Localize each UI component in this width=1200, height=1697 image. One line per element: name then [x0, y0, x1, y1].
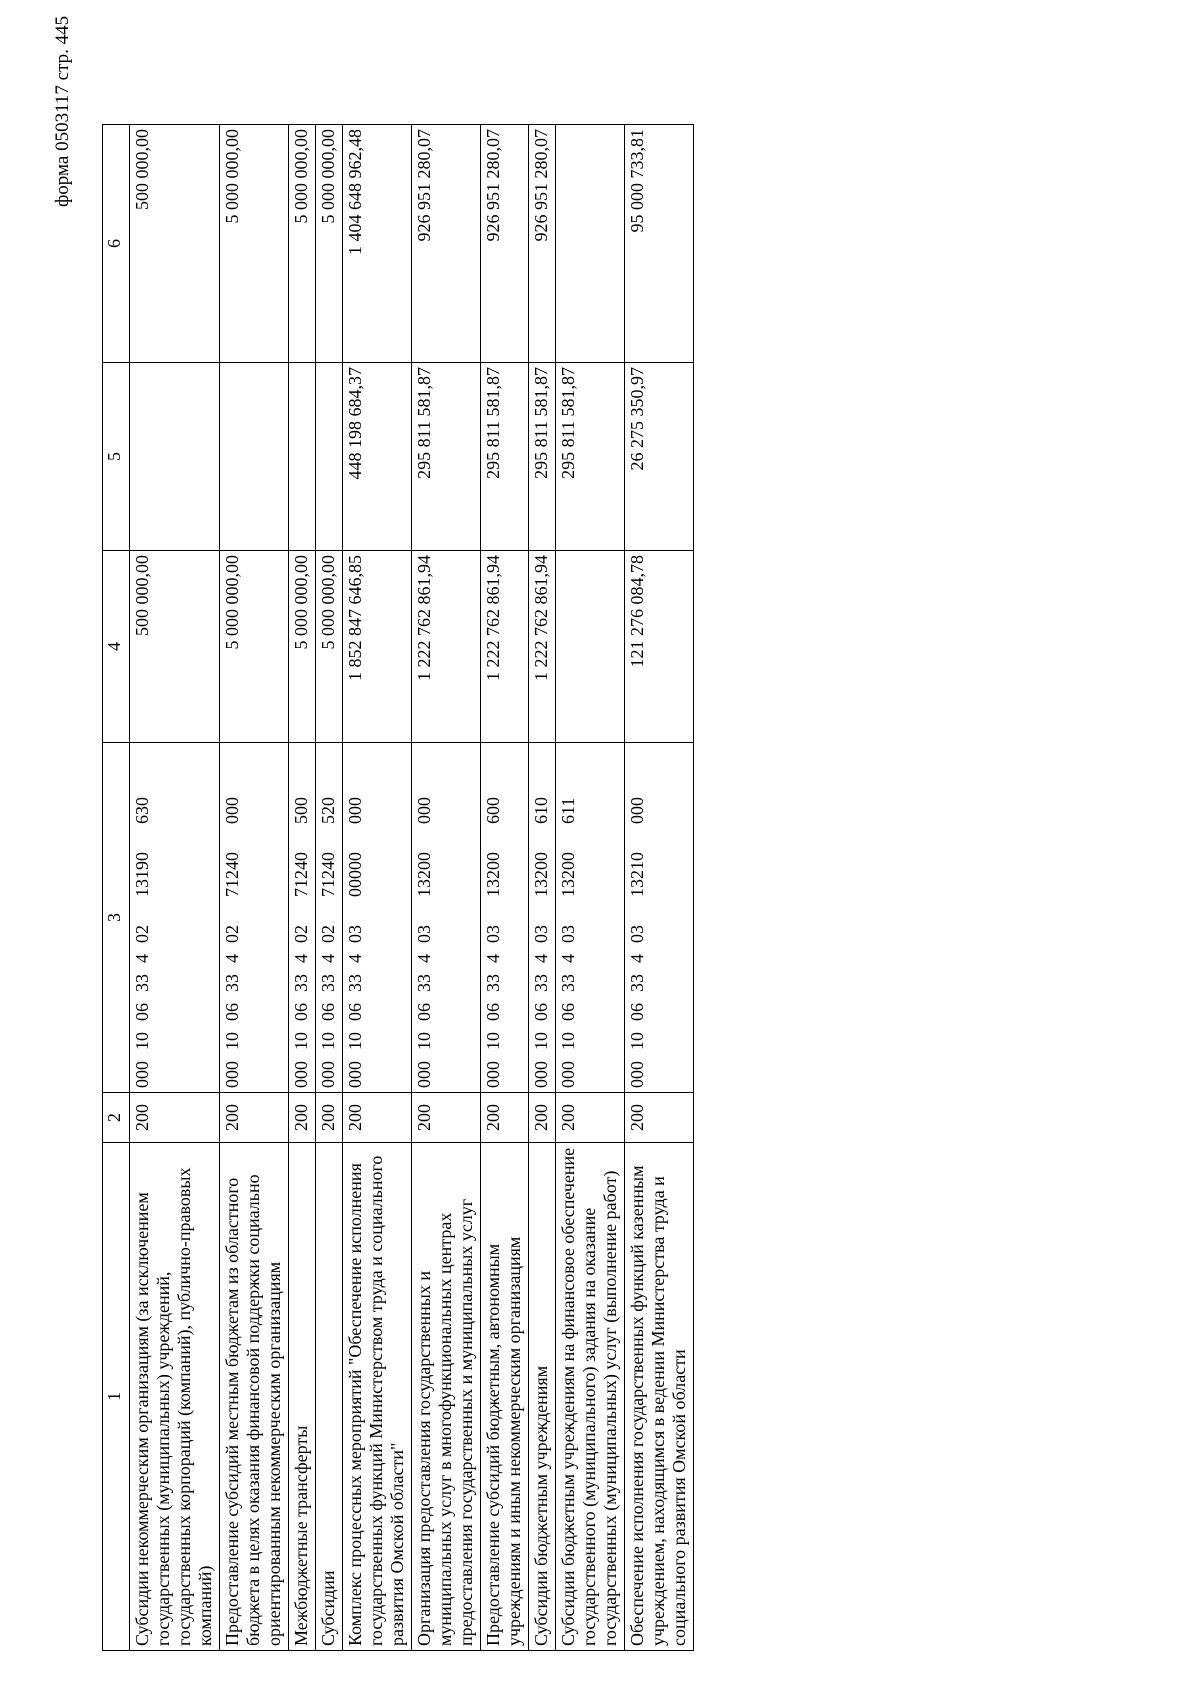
budget-execution-table	[102, 124, 694, 1651]
kbk-segment: 33	[345, 974, 365, 992]
kbk-segment: 4	[414, 954, 434, 963]
row-code-cell: 200	[130, 1093, 220, 1143]
row-name-cell: Субсидии бюджетным учреждениям	[529, 1143, 556, 1651]
kbk-segment: 610	[531, 797, 551, 824]
kbk-segment: 4	[318, 954, 338, 963]
kbk-segment: 02	[318, 925, 338, 943]
row-code-cell: 200	[412, 1093, 481, 1143]
row-approved-cell: 5 000 000,00	[289, 551, 316, 743]
row-name-cell: Обеспечение исполнения государственных функций казенным учреждением, находящимся в ведении Министерства труда и социального развития Омской области	[625, 1143, 694, 1651]
kbk-segment: 10	[558, 1032, 578, 1050]
kbk-segment: 13190	[132, 852, 152, 897]
row-name-cell: Предоставление субсидий бюджетным, автономным учреждениям и иным некоммерческим организациям	[481, 1143, 529, 1651]
row-approved-cell: 5 000 000,00	[316, 551, 343, 743]
kbk-segment: 10	[414, 1032, 434, 1050]
row-executed-cell: 295 811 581,87	[481, 363, 529, 551]
row-unexecuted-cell: 926 951 280,07	[481, 125, 529, 363]
kbk-segment: 4	[132, 954, 152, 963]
row-approved-cell: 1 222 762 861,94	[481, 551, 529, 743]
table-row	[316, 125, 343, 1651]
table-row	[220, 125, 289, 1651]
row-unexecuted-cell: 926 951 280,07	[529, 125, 556, 363]
row-code-cell: 200	[556, 1093, 625, 1143]
table-row	[412, 125, 481, 1651]
row-executed-cell: 448 198 684,37	[343, 363, 412, 551]
row-executed-cell	[220, 363, 289, 551]
kbk-segment: 06	[414, 1003, 434, 1021]
table-row	[289, 125, 316, 1651]
kbk-segment: 000	[318, 1061, 338, 1088]
column-header: 5	[103, 363, 130, 551]
kbk-segment: 33	[222, 974, 242, 992]
row-unexecuted-cell	[556, 125, 625, 363]
row-executed-cell: 295 811 581,87	[412, 363, 481, 551]
kbk-segment: 33	[627, 974, 647, 992]
column-header: 2	[103, 1093, 130, 1143]
kbk-segment: 000	[222, 1061, 242, 1088]
kbk-segment: 13200	[558, 852, 578, 897]
row-executed-cell: 26 275 350,97	[625, 363, 694, 551]
kbk-segment: 33	[483, 974, 503, 992]
kbk-segment: 10	[291, 1032, 311, 1050]
kbk-segment: 06	[531, 1003, 551, 1021]
kbk-segment: 000	[483, 1061, 503, 1088]
kbk-segment: 10	[132, 1032, 152, 1050]
kbk-segment: 10	[345, 1032, 365, 1050]
kbk-segment: 4	[345, 954, 365, 963]
row-approved-cell: 1 222 762 861,94	[412, 551, 481, 743]
table-row	[625, 125, 694, 1651]
row-approved-cell: 500 000,00	[130, 551, 220, 743]
kbk-segment: 10	[318, 1032, 338, 1050]
row-name-cell: Организация предоставления государственных и муниципальных услуг в многофункциональных центрах предоставления государственных и муниципальных услуг	[412, 1143, 481, 1651]
kbk-segment: 4	[222, 954, 242, 963]
kbk-segment: 06	[627, 1003, 647, 1021]
kbk-segment: 000	[627, 1061, 647, 1088]
row-code-cell: 200	[289, 1093, 316, 1143]
kbk-segment: 000	[222, 797, 242, 824]
column-header: 4	[103, 551, 130, 743]
kbk-segment: 10	[483, 1032, 503, 1050]
kbk-segment: 71240	[222, 852, 242, 897]
table-body	[103, 125, 694, 1651]
kbk-segment: 02	[132, 925, 152, 943]
row-code-cell: 200	[316, 1093, 343, 1143]
column-header-row	[103, 125, 130, 1651]
row-code-cell: 200	[481, 1093, 529, 1143]
row-kbk-cell	[343, 743, 412, 1093]
table-row	[481, 125, 529, 1651]
row-approved-cell: 1 852 847 646,85	[343, 551, 412, 743]
kbk-segment: 4	[483, 954, 503, 963]
row-name-cell: Субсидии некоммерческим организациям (за исключением государственных (муниципальных) учреждений, государственных корпораций (компаний), публично-правовых компаний)	[130, 1143, 220, 1651]
row-code-cell: 200	[343, 1093, 412, 1143]
row-code-cell: 200	[625, 1093, 694, 1143]
kbk-segment: 03	[558, 925, 578, 943]
kbk-segment: 10	[627, 1032, 647, 1050]
kbk-segment: 13200	[483, 852, 503, 897]
kbk-segment: 520	[318, 797, 338, 824]
kbk-segment: 03	[345, 925, 365, 943]
kbk-segment: 600	[483, 797, 503, 824]
kbk-segment: 10	[531, 1032, 551, 1050]
table-row	[130, 125, 220, 1651]
row-unexecuted-cell: 5 000 000,00	[289, 125, 316, 363]
kbk-segment: 06	[483, 1003, 503, 1021]
kbk-segment: 33	[291, 974, 311, 992]
row-kbk-cell	[625, 743, 694, 1093]
table-row	[343, 125, 412, 1651]
kbk-segment: 33	[531, 974, 551, 992]
row-unexecuted-cell: 5 000 000,00	[220, 125, 289, 363]
kbk-segment: 06	[132, 1003, 152, 1021]
row-name-cell: Субсидии	[316, 1143, 343, 1651]
kbk-segment: 13200	[531, 852, 551, 897]
kbk-segment: 33	[414, 974, 434, 992]
kbk-segment: 13210	[627, 852, 647, 897]
kbk-segment: 03	[483, 925, 503, 943]
kbk-segment: 06	[222, 1003, 242, 1021]
table-row	[529, 125, 556, 1651]
row-kbk-cell	[289, 743, 316, 1093]
table-row	[556, 125, 625, 1651]
kbk-segment: 71240	[318, 852, 338, 897]
kbk-segment: 06	[558, 1003, 578, 1021]
row-kbk-cell	[220, 743, 289, 1093]
kbk-segment: 000	[345, 797, 365, 824]
kbk-segment: 33	[132, 974, 152, 992]
row-name-cell: Предоставление субсидий местным бюджетам из областного бюджета в целях оказания финансовой поддержки социально ориентированным некоммерческим организациям	[220, 1143, 289, 1651]
row-name-cell: Межбюджетные трансферты	[289, 1143, 316, 1651]
row-executed-cell: 295 811 581,87	[529, 363, 556, 551]
row-kbk-cell	[529, 743, 556, 1093]
kbk-segment: 4	[291, 954, 311, 963]
row-code-cell: 200	[220, 1093, 289, 1143]
kbk-segment: 02	[222, 925, 242, 943]
row-executed-cell	[289, 363, 316, 551]
row-name-cell: Субсидии бюджетным учреждениям на финансовое обеспечение государственного (муниципального) задания на оказание государственных (муниципальных) услуг (выполнение работ)	[556, 1143, 625, 1651]
kbk-segment: 000	[291, 1061, 311, 1088]
row-name-cell: Комплекс процессных мероприятий "Обеспечение исполнения государственных функций Министерством труда и социального развития Омской области"	[343, 1143, 412, 1651]
kbk-segment: 10	[222, 1032, 242, 1050]
kbk-segment: 03	[414, 925, 434, 943]
kbk-segment: 000	[627, 797, 647, 824]
kbk-segment: 000	[414, 1061, 434, 1088]
row-kbk-cell	[412, 743, 481, 1093]
kbk-segment: 33	[318, 974, 338, 992]
column-header: 6	[103, 125, 130, 363]
kbk-segment: 611	[558, 797, 578, 824]
row-unexecuted-cell: 926 951 280,07	[412, 125, 481, 363]
row-code-cell: 200	[529, 1093, 556, 1143]
row-executed-cell: 295 811 581,87	[556, 363, 625, 551]
row-kbk-cell	[481, 743, 529, 1093]
kbk-segment: 500	[291, 797, 311, 824]
row-approved-cell: 5 000 000,00	[220, 551, 289, 743]
kbk-segment: 03	[627, 925, 647, 943]
kbk-segment: 000	[558, 1061, 578, 1088]
kbk-segment: 06	[291, 1003, 311, 1021]
kbk-segment: 02	[291, 925, 311, 943]
row-approved-cell: 121 276 084,78	[625, 551, 694, 743]
kbk-segment: 13200	[414, 852, 434, 897]
kbk-segment: 03	[531, 925, 551, 943]
row-approved-cell: 1 222 762 861,94	[529, 551, 556, 743]
kbk-segment: 4	[558, 954, 578, 963]
row-unexecuted-cell: 95 000 733,81	[625, 125, 694, 363]
kbk-segment: 71240	[291, 852, 311, 897]
kbk-segment: 000	[345, 1061, 365, 1088]
kbk-segment: 06	[345, 1003, 365, 1021]
kbk-segment: 33	[558, 974, 578, 992]
kbk-segment: 4	[627, 954, 647, 963]
row-unexecuted-cell: 1 404 648 962,48	[343, 125, 412, 363]
row-unexecuted-cell: 500 000,00	[130, 125, 220, 363]
row-unexecuted-cell: 5 000 000,00	[316, 125, 343, 363]
row-executed-cell	[130, 363, 220, 551]
row-kbk-cell	[556, 743, 625, 1093]
kbk-segment: 000	[414, 797, 434, 824]
kbk-segment: 06	[318, 1003, 338, 1021]
column-header: 3	[103, 743, 130, 1093]
row-approved-cell	[556, 551, 625, 743]
kbk-segment: 000	[132, 1061, 152, 1088]
form-page-header: форма 0503117 стр. 445	[52, 15, 73, 207]
kbk-segment: 00000	[345, 852, 365, 897]
row-executed-cell	[316, 363, 343, 551]
row-kbk-cell	[316, 743, 343, 1093]
kbk-segment: 4	[531, 954, 551, 963]
row-kbk-cell	[130, 743, 220, 1093]
kbk-segment: 000	[531, 1061, 551, 1088]
kbk-segment: 630	[132, 797, 152, 824]
column-header: 1	[103, 1143, 130, 1651]
